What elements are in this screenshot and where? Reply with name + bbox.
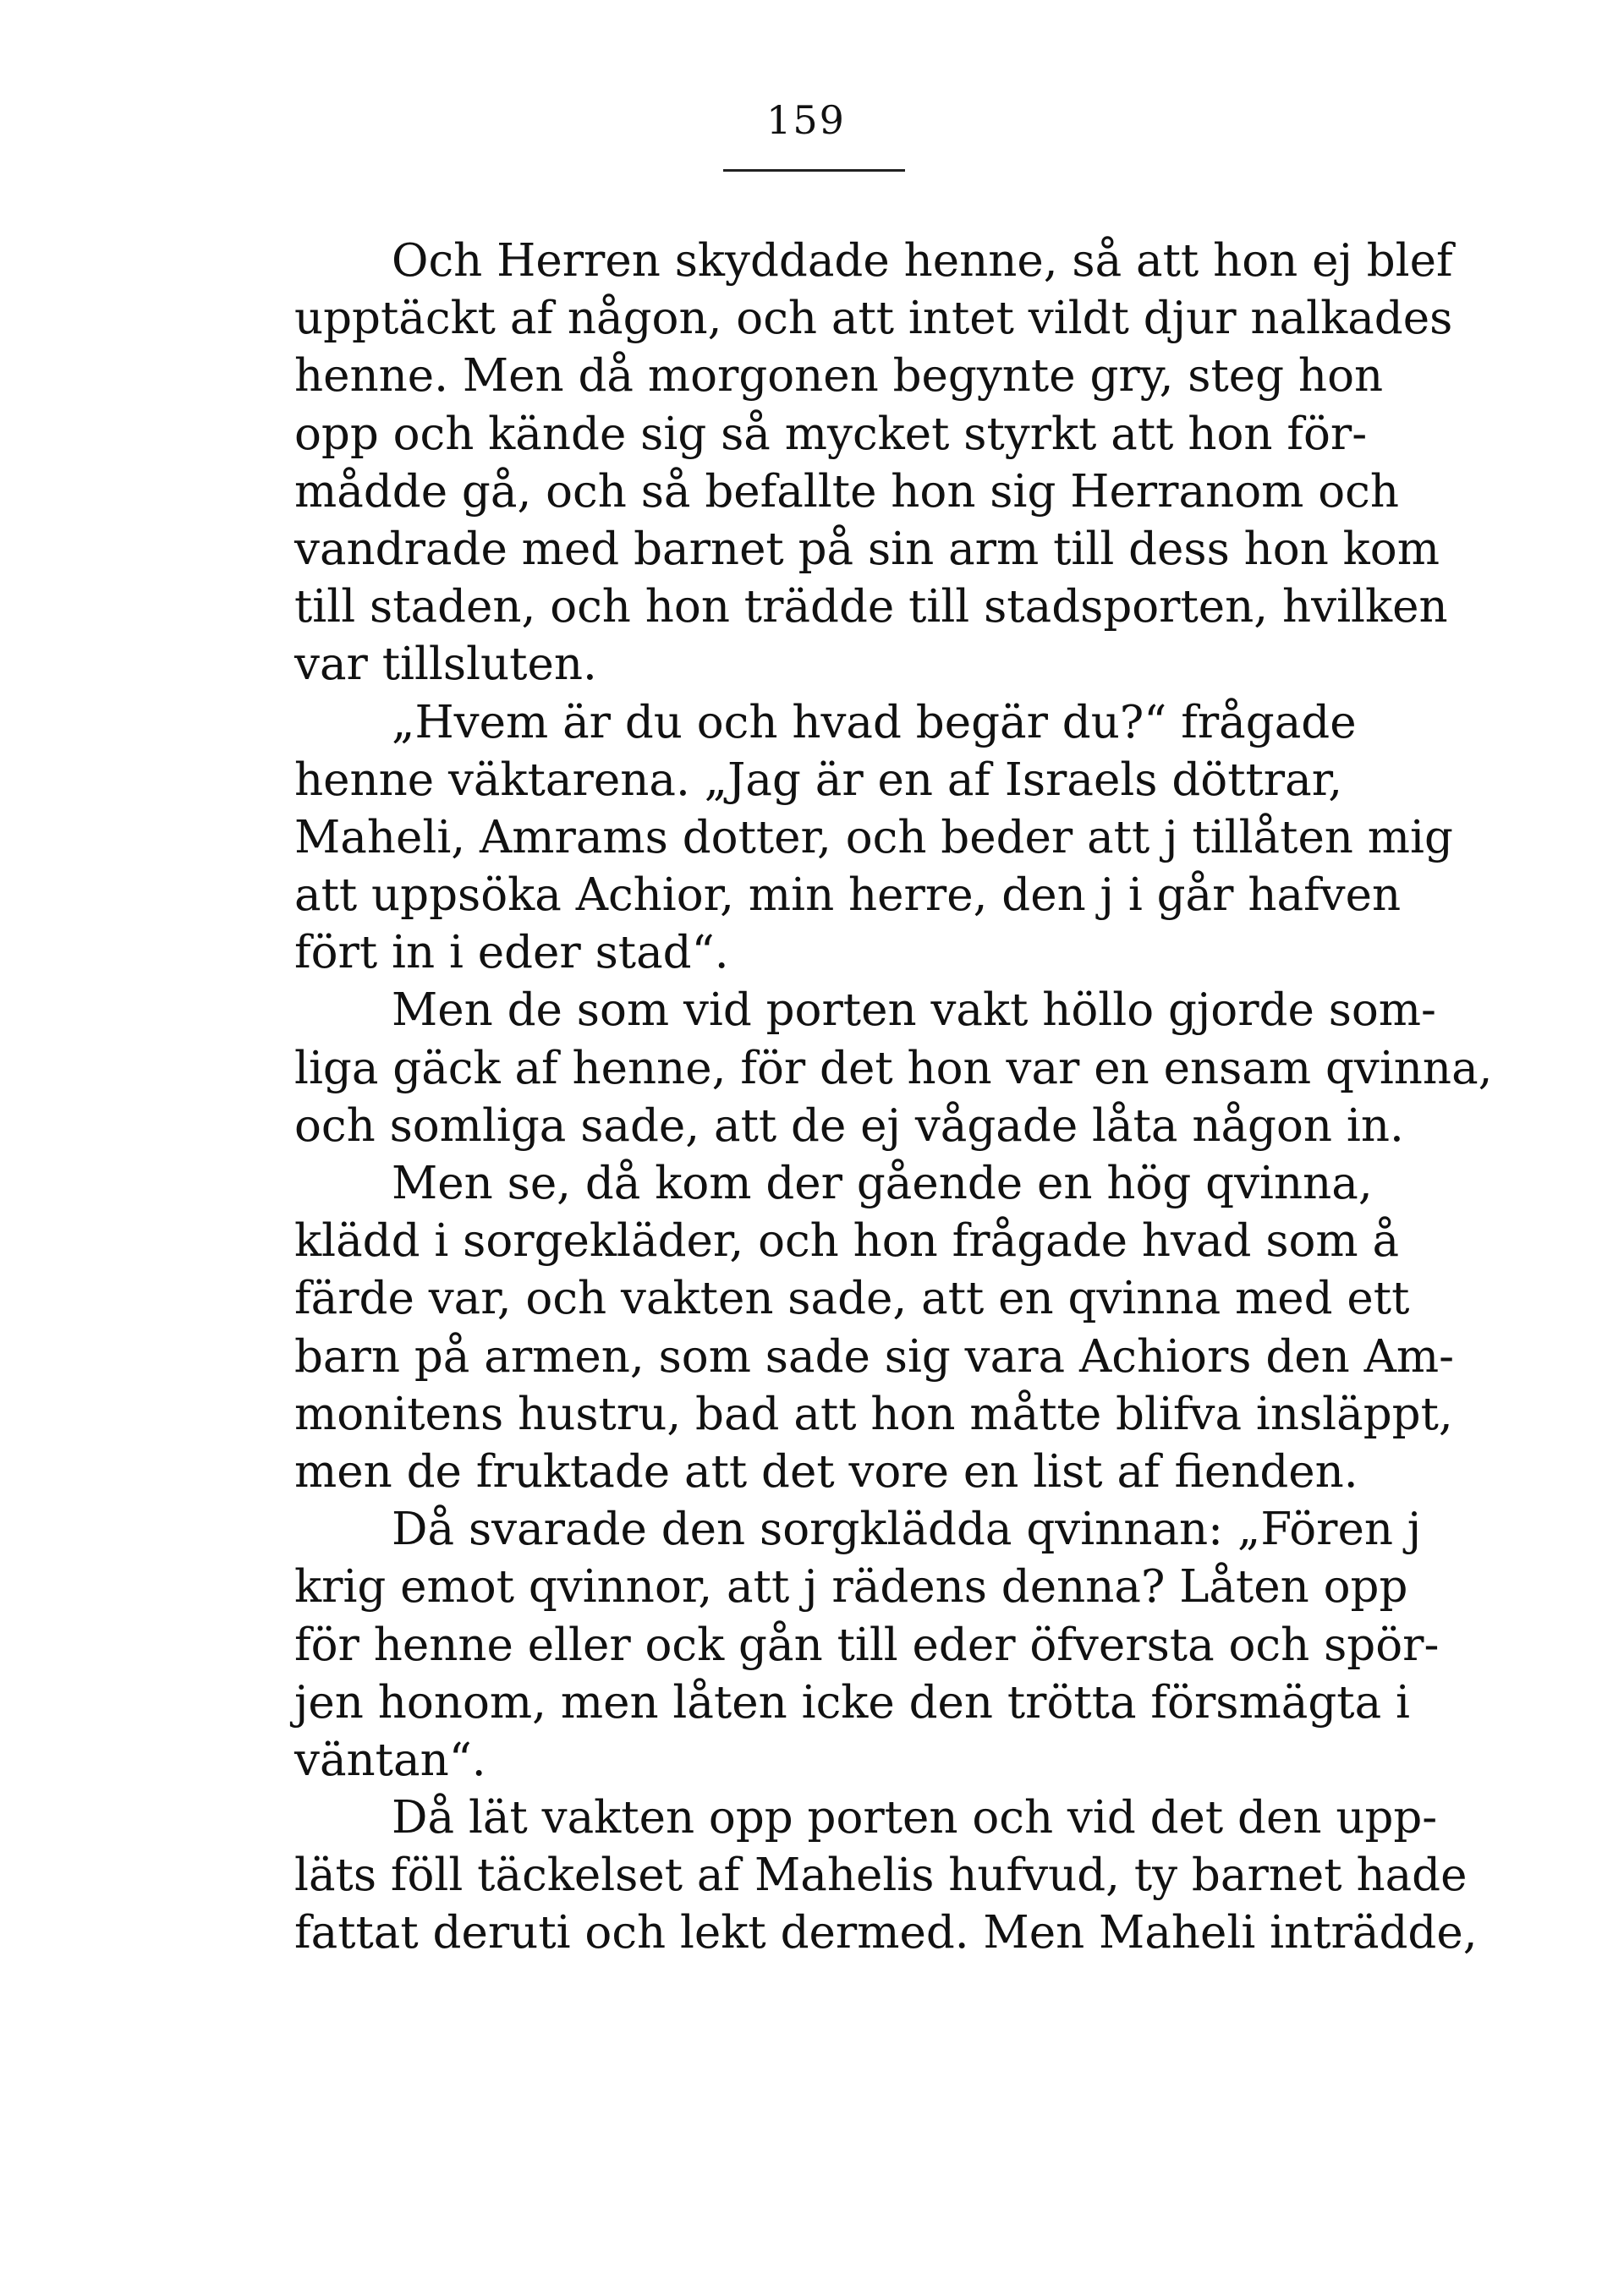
text-line: för henne eller ock gån till eder öfversta och spör-: [294, 1619, 1440, 1671]
text-line: väntan“.: [294, 1734, 486, 1786]
text-line: upptäckt af någon, och att intet vildt djur nalkades: [294, 293, 1453, 345]
text-line: opp och kände sig så mycket styrkt att hon för-: [294, 408, 1368, 460]
header-rule: [723, 169, 905, 172]
text-line: jen honom, men låten icke den trötta försmägta i: [294, 1676, 1410, 1729]
text-line: men de fruktade att det vore en list af fienden.: [294, 1445, 1358, 1498]
text-line: var tillsluten.: [294, 638, 597, 691]
text-line: klädd i sorgekläder, och hon frågade hvad som å: [294, 1215, 1400, 1268]
text-line: Då svarade den sorgklädda qvinnan: „Fören j: [392, 1504, 1422, 1556]
text-line: henne. Men då morgonen begynte gry, steg hon: [294, 350, 1384, 403]
text-line: Då lät vakten opp porten och vid det den upp-: [392, 1792, 1438, 1844]
text-line: mådde gå, och så befallte hon sig Herranom och: [294, 465, 1399, 518]
text-line: att uppsöka Achior, min herre, den j i går hafven: [294, 869, 1402, 922]
text-line: Men de som vid porten vakt höllo gjorde som-: [392, 984, 1436, 1037]
text-line: liga gäck af henne, för det hon var en ensam qvinna,: [294, 1042, 1493, 1094]
text-line: vandrade med barnet på sin arm till dess hon kom: [294, 523, 1440, 575]
text-line: barn på armen, som sade sig vara Achiors den Am-: [294, 1330, 1455, 1383]
text-line: läts föll täckelset af Mahelis hufvud, ty barnet hade: [294, 1849, 1468, 1902]
text-line: krig emot qvinnor, att j rädens denna? Låten opp: [294, 1561, 1408, 1614]
text-line: fattat deruti och lekt dermed. Men Maheli inträdde,: [294, 1907, 1478, 1959]
text-line: henne väktarena. „Jag är en af Israels döttrar,: [294, 753, 1343, 806]
text-line: till staden, och hon trädde till stadsporten, hvilken: [294, 581, 1448, 633]
text-line: „Hvem är du och hvad begär du?“ frågade: [392, 696, 1357, 748]
text-line: Men se, då kom der gående en hög qvinna,: [392, 1158, 1373, 1209]
page-number: 159: [766, 97, 846, 143]
body-text: [294, 233, 1493, 1963]
text-line: färde var, och vakten sade, att en qvinna med ett: [294, 1273, 1410, 1325]
text-line: och somliga sade, att de ej vågade låta någon in.: [294, 1099, 1404, 1152]
text-line: Maheli, Amrams dotter, och beder att j tillåten mig: [294, 811, 1453, 863]
text-line: monitens hustru, bad att hon måtte blifva insläppt,: [294, 1388, 1453, 1440]
text-line: fört in i eder stad“.: [294, 927, 729, 979]
text-line: Och Herren skyddade henne, så att hon ej blef: [392, 235, 1453, 287]
